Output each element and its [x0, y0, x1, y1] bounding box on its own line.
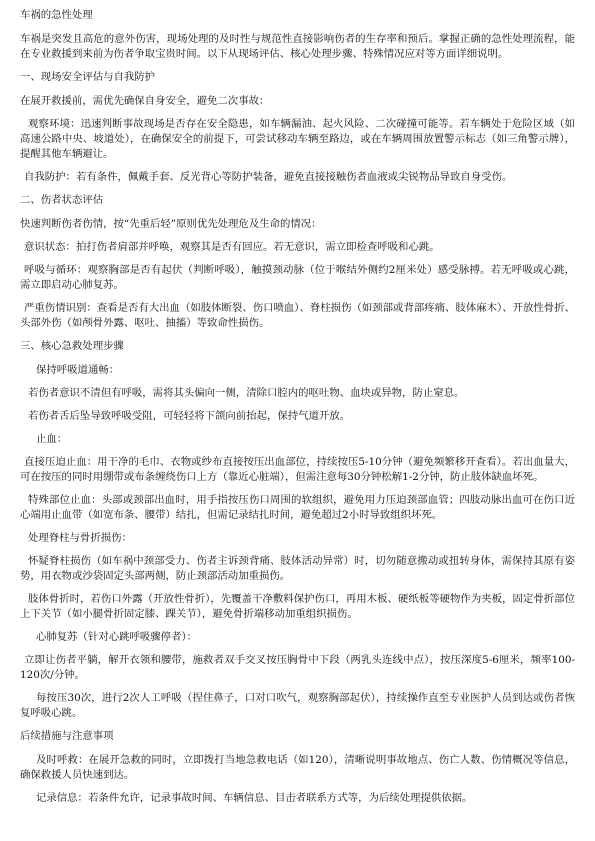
- section-lead-assessment: 快速判断伤者伤情，按“先重后轻”原则优先处理危及生命的情况：: [20, 218, 322, 230]
- subheading-airway: 保持呼吸道通畅：: [36, 364, 120, 376]
- paragraph-observe-environment: 观察环境：迅速判断事故现场是否存在安全隐患，如车辆漏油、起火风险、二次碰撞可能等。若车辆处于危险区域（如高速公路中央、坡道处），在确保安全的前提下，可尝试移动车辆至路边，或在车辆周围放置警示标志（如三角警示牌），提醒其他车辆避让。: [20, 118, 575, 160]
- section-heading-follow-up: 后续措施与注意事项: [20, 730, 114, 742]
- section-heading-core-steps: 三、核心急救处理步骤: [20, 340, 124, 352]
- paragraph-self-protection: 自我防护：若有条件，佩戴手套、反光背心等防护装备，避免直接接触伤者血液或尖锐物品导致自身受伤。: [24, 171, 513, 183]
- document-title: 车祸的急性处理: [20, 9, 93, 21]
- subheading-cpr: 心肺复苏（针对心跳呼吸骤停者）：: [36, 631, 198, 643]
- paragraph-cpr-compression: 立即让伤者平躺，解开衣领和腰带，施救者双手交叉按压胸骨中下段（两乳头连线中点），按压深度5-6厘米，频率100-120次/分钟。: [20, 654, 575, 681]
- intro-paragraph: 车祸是突发且高危的意外伤害，现场处理的及时性与规范性直接影响伤者的生存率和预后。掌握正确的急性处理流程，能在专业救援到来前为伤者争取宝贵时间。以下从现场评估、核心处理步骤、特殊情况应对等方面详细说明。: [20, 33, 575, 60]
- paragraph-special-bleeding: 特殊部位止血：头部或颈部出血时，用手指按压伤口周围的软组织，避免用力压迫颈部血管；四肢动脉出血可在伤口近心端用止血带（如宽布条、腰带）结扎，但需记录结扎时间，避免超过2小时导致组织坏死。: [20, 494, 575, 521]
- paragraph-limb-fracture: 肢体骨折时，若伤口外露（开放性骨折），先覆盖干净敷料保护伤口，再用木板、硬纸板等硬物作为夹板，固定骨折部位上下关节（如小腿骨折固定膝、踝关节），避免骨折端移动加重组织损伤。: [20, 593, 575, 620]
- paragraph-record-info: 记录信息：若条件允许，记录事故时间、车辆信息、目击者联系方式等，为后续处理提供依据。: [36, 792, 473, 804]
- subheading-bleeding: 止血：: [36, 433, 68, 445]
- section-lead-safety: 在展开救援前，需优先确保自身安全，避免二次事故：: [20, 95, 270, 107]
- paragraph-call-help: 及时呼救：在展开急救的同时，立即拨打当地急救电话（如120），清晰说明事故地点、伤亡人数、伤情概况等信息，确保救援人员快速到达。: [20, 754, 575, 781]
- paragraph-breathing-circulation: 呼吸与循环：观察胸部是否有起伏（判断呼吸），触摸颈动脉（位于喉结外侧约2厘米处）感受脉搏。若无呼吸或心跳，需立即启动心肺复苏。: [20, 264, 575, 291]
- section-heading-safety: 一、现场安全评估与自我防护: [20, 71, 156, 83]
- paragraph-airway-clear: 若伤者意识不清但有呼吸，需将其头偏向一侧，清除口腔内的呕吐物、血块或异物，防止窒息。: [28, 387, 465, 399]
- paragraph-severe-injury: 严重伤情识别：查看是否有大出血（如肢体断裂、伤口喷血）、脊柱损伤（如颈部或背部疼痛、肢体麻木）、开放性骨折、头部外伤（如颅骨外露、呕吐、抽搐）等致命性损伤。: [20, 302, 575, 329]
- paragraph-spine-injury: 怀疑脊柱损伤（如车祸中颈部受力、伤者主诉颈背痛、肢体活动异常）时，切勿随意搬动或扭转身体，需保持其原有姿势，用衣物或沙袋固定头部两侧，防止颈部活动加重损伤。: [20, 555, 575, 582]
- paragraph-airway-jaw: 若伤者舌后坠导致呼吸受阻，可轻轻将下颌向前抬起，保持气道开放。: [28, 410, 351, 422]
- subheading-fracture: 处理脊柱与骨折损伤：: [28, 532, 132, 544]
- paragraph-cpr-breaths: 每按压30次，进行2次人工呼吸（捏住鼻子，口对口吹气，观察胸部起伏），持续操作直至专业医护人员到达或伤者恢复呼吸心跳。: [20, 692, 575, 719]
- paragraph-direct-pressure: 直接压迫止血：用干净的毛巾、衣物或纱布直接按压出血部位，持续按压5-10分钟（避免频繁移开查看）。若出血量大，可在按压的同时用绷带或布条缠绕伤口上方（靠近心脏端），但需注意每30分钟松解1-2分钟，防止肢体缺血坏死。: [20, 456, 575, 483]
- section-heading-assessment: 二、伤者状态评估: [20, 194, 104, 206]
- paragraph-consciousness: 意识状态：拍打伤者肩部并呼唤，观察其是否有回应。若无意识，需立即检查呼吸和心跳。: [24, 241, 440, 253]
